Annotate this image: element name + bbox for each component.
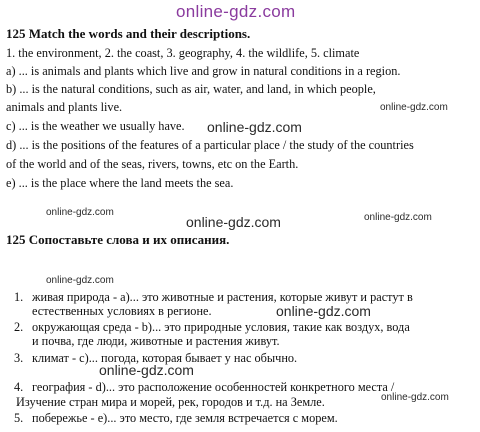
watermark: online-gdz.com [186,214,281,230]
watermark: online-gdz.com [380,102,448,113]
item-number: 5. [14,411,24,425]
list-item-cont: и почва, где люди, животные и растения живут. [32,334,280,348]
list-item-cont: Изучение стран мира и морей, рек, городов и т.д. на Земле. [16,395,325,409]
list-item: окружающая среда - b)... это природные условия, такие как воздух, вода [32,320,410,334]
exercise-heading-en: 125 Match the words and their descriptions. [6,26,251,41]
watermark: online-gdz.com [276,303,371,319]
item-number: 2. [14,320,24,334]
watermark: online-gdz.com [207,119,302,135]
description-b-cont: animals and plants live. [6,100,123,114]
watermark-top: online-gdz.com [176,2,296,21]
exercise-heading-ru: 125 Сопоставьте слова и их описания. [6,232,230,247]
description-e: e) ... is the place where the land meets the sea. [6,176,234,190]
list-item: география - d)... это расположение особенностей конкретного места / [32,380,395,394]
item-number: 4. [14,380,24,394]
description-d: d) ... is the positions of the features of a particular place / the study of the countries [6,138,414,152]
item-number: 1. [14,290,24,304]
list-item-cont: естественных условиях в регионе. [32,304,212,318]
list-item: живая природа - a)... это животные и растения, которые живут и растут в [32,290,413,304]
description-d-cont: of the world and of the seas, rivers, towns, etc on the Earth. [6,157,299,171]
watermark: online-gdz.com [46,207,114,218]
list-item: климат - c)... погода, которая бывает у нас обычно. [32,351,298,365]
description-b: b) ... is the natural conditions, such as air, water, and land, in which people, [6,82,376,96]
watermark: online-gdz.com [46,275,114,286]
description-a: a) ... is animals and plants which live and grow in natural conditions in a region. [6,64,401,78]
watermark: online-gdz.com [99,362,194,378]
word-list: 1. the environment, 2. the coast, 3. geography, 4. the wildlife, 5. climate [6,46,360,60]
list-item: побережье - e)... это место, где земля встречается с морем. [32,411,338,425]
item-number: 3. [14,351,24,365]
watermark: online-gdz.com [381,392,449,403]
description-c: c) ... is the weather we usually have. [6,119,185,133]
watermark: online-gdz.com [364,212,432,223]
